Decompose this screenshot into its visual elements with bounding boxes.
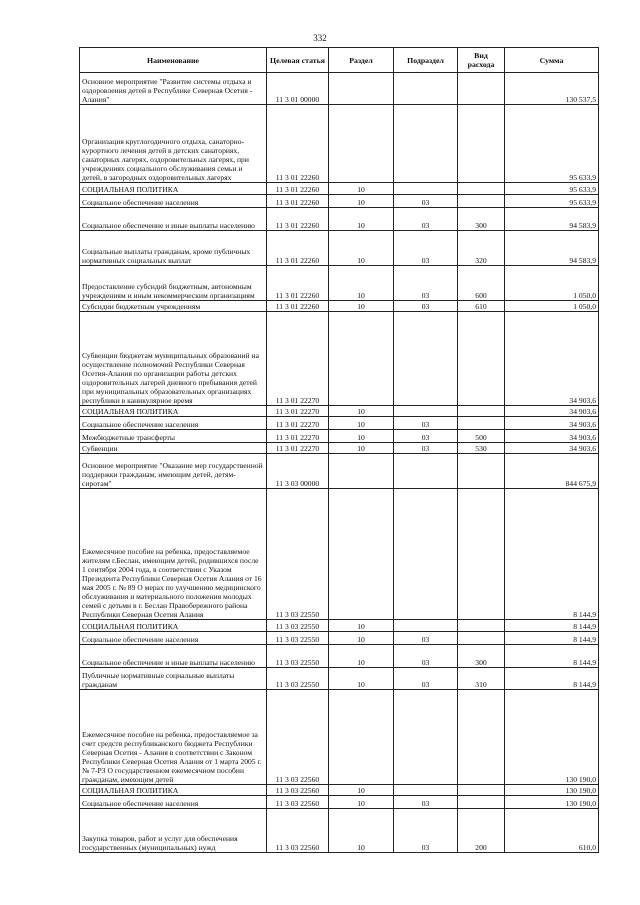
row-amount: 130 190,0 [505, 785, 599, 796]
row-name: Ежемесячное пособие на ребенка, предоставляемое жителям г.Беслан, имеющим детей, родившихся после 1 сентября 2004 года, в соответствии с Указом Президента Республики Северная Осетия Алания от 16 мая 2005 г. № 89 О мерах по улучшению медицинского обслуживания и материального положения молодых семей с детьми в г. Беслан Правобережного района Республики Северная Осетия Алания [80, 489, 267, 620]
row-subsection [394, 312, 458, 406]
row-expense-type [458, 454, 505, 489]
row-section: 10 [329, 668, 394, 690]
row-amount: 8 144,9 [505, 620, 599, 632]
row-subsection: 03 [394, 796, 458, 809]
row-name: Социальные выплаты гражданам, кроме публичных нормативных социальных выплат [80, 231, 267, 266]
row-name: СОЦИАЛЬНАЯ ПОЛИТИКА [80, 183, 267, 195]
row-expense-type [458, 632, 505, 645]
row-section [329, 105, 394, 183]
row-expense-type: 320 [458, 231, 505, 266]
row-expense-type [458, 73, 505, 105]
row-name: Социальное обеспечение населения [80, 632, 267, 645]
row-expense-type: 200 [458, 809, 505, 853]
table-row [80, 195, 599, 208]
row-section [329, 489, 394, 620]
header-expense-type: Вид расхода [458, 48, 505, 73]
row-expense-type: 300 [458, 645, 505, 668]
row-name: Закупка товаров, работ и услуг для обеспечения государственных (муниципальных) нужд [80, 809, 267, 853]
table-row [80, 301, 599, 312]
row-expense-type: 300 [458, 208, 505, 231]
row-subsection: 03 [394, 430, 458, 443]
header-subsection: Подраздел [394, 48, 458, 73]
row-subsection [394, 690, 458, 785]
row-amount: 130 190,0 [505, 796, 599, 809]
row-amount: 34 903,6 [505, 406, 599, 417]
page-number: 332 [313, 33, 327, 43]
row-subsection [394, 454, 458, 489]
row-amount: 1 050,0 [505, 266, 599, 301]
row-section: 10 [329, 195, 394, 208]
row-section: 10 [329, 632, 394, 645]
row-name: Социальное обеспечение населения [80, 417, 267, 430]
row-target: 11 3 03 22550 [267, 620, 329, 632]
row-expense-type [458, 796, 505, 809]
row-target: 11 3 01 22260 [267, 301, 329, 312]
row-target: 11 3 01 22270 [267, 443, 329, 454]
row-expense-type [458, 785, 505, 796]
row-amount: 95 633,9 [505, 195, 599, 208]
row-subsection: 03 [394, 208, 458, 231]
table-row [80, 809, 599, 853]
row-amount: 34 903,6 [505, 312, 599, 406]
row-target: 11 3 01 22260 [267, 183, 329, 195]
table-row [80, 430, 599, 443]
row-expense-type [458, 105, 505, 183]
row-expense-type: 500 [458, 430, 505, 443]
row-section [329, 73, 394, 105]
row-target: 11 3 01 22270 [267, 417, 329, 430]
row-name: Межбюджетные трансферты [80, 430, 267, 443]
row-section: 10 [329, 417, 394, 430]
row-target: 11 3 01 22270 [267, 406, 329, 417]
row-subsection [394, 105, 458, 183]
row-name: Субвенции [80, 443, 267, 454]
row-amount: 95 633,9 [505, 105, 599, 183]
row-target: 11 3 03 22550 [267, 645, 329, 668]
row-target: 11 3 01 22270 [267, 312, 329, 406]
row-name: Ежемесячное пособие на ребенка, предоставляемое за счет средств республиканского бюджета Республики Северная Осетия - Алания в соответствии с Законом Республики Северная Осетия Алания от 1 марта 2005 г. № 7-РЗ О государственном ежемесячном пособии гражданам, имеющим детей [80, 690, 267, 785]
row-expense-type [458, 312, 505, 406]
table-row [80, 208, 599, 231]
row-amount: 34 903,6 [505, 430, 599, 443]
row-target: 11 3 01 22260 [267, 231, 329, 266]
row-section: 10 [329, 785, 394, 796]
table-row [80, 231, 599, 266]
row-target: 11 3 03 22550 [267, 632, 329, 645]
row-section: 10 [329, 443, 394, 454]
row-section [329, 312, 394, 406]
row-section: 10 [329, 208, 394, 231]
row-target: 11 3 03 22560 [267, 785, 329, 796]
row-target: 11 3 03 22560 [267, 796, 329, 809]
row-subsection [394, 489, 458, 620]
row-amount: 34 903,6 [505, 443, 599, 454]
row-section: 10 [329, 430, 394, 443]
row-name: Публичные нормативные социальные выплаты гражданам [80, 668, 267, 690]
row-target: 11 3 01 22260 [267, 266, 329, 301]
row-target: 11 3 01 22270 [267, 430, 329, 443]
row-section: 10 [329, 301, 394, 312]
row-amount: 8 144,9 [505, 632, 599, 645]
row-name: Субвенции бюджетам муниципальных образований на осуществление полномочий Республики Северная Осетия-Алания по организации работы детских оздоровительных лагерей дневного пребывания детей при муниципальных образовательных организациях республики в каникулярное время [80, 312, 267, 406]
row-section: 10 [329, 645, 394, 668]
table-row [80, 620, 599, 632]
row-amount: 95 633,9 [505, 183, 599, 195]
row-amount: 34 903,6 [505, 417, 599, 430]
table-row [80, 183, 599, 195]
row-name: Социальное обеспечение населения [80, 796, 267, 809]
row-name: Социальное обеспечение и иные выплаты населению [80, 208, 267, 231]
row-expense-type: 530 [458, 443, 505, 454]
row-subsection: 03 [394, 668, 458, 690]
row-subsection [394, 785, 458, 796]
row-name: Основное мероприятие "Оказание мер государственной поддержки гражданам, имеющим детей, детям-сиротам" [80, 454, 267, 489]
row-section: 10 [329, 266, 394, 301]
row-subsection: 03 [394, 231, 458, 266]
row-section: 10 [329, 231, 394, 266]
row-target: 11 3 01 22260 [267, 208, 329, 231]
row-amount: 8 144,9 [505, 645, 599, 668]
row-subsection: 03 [394, 443, 458, 454]
row-target: 11 3 03 22550 [267, 668, 329, 690]
row-name: Основное мероприятие "Развитие системы отдыха и оздоровления детей в Республике Северная Осетия - Алания" [80, 73, 267, 105]
row-expense-type [458, 195, 505, 208]
table-row [80, 690, 599, 785]
table-row [80, 312, 599, 406]
row-subsection [394, 620, 458, 632]
table-row [80, 454, 599, 489]
row-section: 10 [329, 183, 394, 195]
header-name: Наименование [80, 48, 267, 73]
row-expense-type [458, 406, 505, 417]
row-target: 11 3 03 22560 [267, 690, 329, 785]
row-target: 11 3 01 00000 [267, 73, 329, 105]
row-expense-type [458, 417, 505, 430]
row-subsection [394, 183, 458, 195]
row-target: 11 3 01 22260 [267, 105, 329, 183]
row-expense-type [458, 690, 505, 785]
row-expense-type [458, 489, 505, 620]
row-name: Субсидии бюджетным учреждениям [80, 301, 267, 312]
row-expense-type: 610 [458, 301, 505, 312]
row-amount: 8 144,9 [505, 668, 599, 690]
table-row [80, 443, 599, 454]
row-subsection: 03 [394, 266, 458, 301]
row-amount: 94 583,9 [505, 231, 599, 266]
table-row [80, 632, 599, 645]
row-target: 11 3 03 00000 [267, 454, 329, 489]
table-row [80, 785, 599, 796]
row-expense-type: 310 [458, 668, 505, 690]
header-section: Раздел [329, 48, 394, 73]
row-subsection [394, 73, 458, 105]
row-name: Предоставление субсидий бюджетным, автономным учреждениям и иным некоммерческим организациям [80, 266, 267, 301]
row-expense-type [458, 620, 505, 632]
row-name: СОЦИАЛЬНАЯ ПОЛИТИКА [80, 785, 267, 796]
table-row [80, 645, 599, 668]
row-subsection: 03 [394, 809, 458, 853]
row-section: 10 [329, 809, 394, 853]
row-section [329, 690, 394, 785]
row-amount: 130 190,0 [505, 690, 599, 785]
row-name: Социальное обеспечение населения [80, 195, 267, 208]
row-section: 10 [329, 796, 394, 809]
row-target: 11 3 03 22560 [267, 809, 329, 853]
row-amount: 8 144,9 [505, 489, 599, 620]
row-subsection: 03 [394, 645, 458, 668]
row-subsection: 03 [394, 195, 458, 208]
row-subsection: 03 [394, 301, 458, 312]
table-row [80, 73, 599, 105]
table-row [80, 668, 599, 690]
row-section: 10 [329, 620, 394, 632]
row-amount: 130 537,5 [505, 73, 599, 105]
row-name: Организация круглогодичного отдыха, санаторно-курортного лечения детей в детских санаториях, санаторных лагерях, оздоровительных лагерях, при учреждениях социального обслуживания семьи и детей, в загородных оздоровительных лагерях [80, 105, 267, 183]
row-amount: 1 050,0 [505, 301, 599, 312]
row-section: 10 [329, 406, 394, 417]
table-row [80, 417, 599, 430]
header-amount: Сумма [505, 48, 599, 73]
row-subsection: 03 [394, 632, 458, 645]
row-expense-type: 600 [458, 266, 505, 301]
row-name: СОЦИАЛЬНАЯ ПОЛИТИКА [80, 406, 267, 417]
header-target: Целевая статья [267, 48, 329, 73]
table-row [80, 489, 599, 620]
row-expense-type [458, 183, 505, 195]
row-target: 11 3 01 22260 [267, 195, 329, 208]
row-section [329, 454, 394, 489]
table-row [80, 105, 599, 183]
row-amount: 844 675,9 [505, 454, 599, 489]
row-subsection: 03 [394, 417, 458, 430]
budget-table [79, 47, 599, 853]
row-amount: 94 583,9 [505, 208, 599, 231]
row-subsection [394, 406, 458, 417]
table-row [80, 796, 599, 809]
row-name: СОЦИАЛЬНАЯ ПОЛИТИКА [80, 620, 267, 632]
row-target: 11 3 03 22550 [267, 489, 329, 620]
row-amount: 610,0 [505, 809, 599, 853]
header-row [80, 48, 599, 73]
table-row [80, 406, 599, 417]
row-name: Социальное обеспечение и иные выплаты населению [80, 645, 267, 668]
table-row [80, 266, 599, 301]
